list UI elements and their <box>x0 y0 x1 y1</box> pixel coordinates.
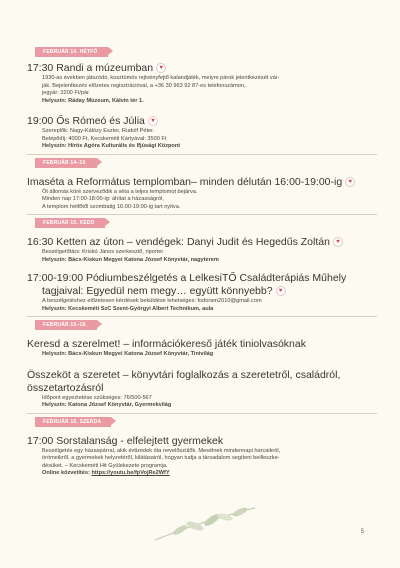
event-title: tagjaival: Egyedül nem megy… együtt könnyebb? <box>42 285 273 297</box>
event-location: Helyszín: Hírös Agóra Kulturális és Ifjúsági Központ <box>42 143 181 149</box>
event-line: ják. Bejelentkezés előzetes regisztrációval, a +36 30 963 92 87-es telefonszámon, <box>42 82 246 89</box>
date-section <box>27 211 377 229</box>
event-podium <box>27 272 377 313</box>
event-line: A beszélgetéshez előzetesen kérdések beküldése lehetséges: fodoram2010@gmail.com <box>42 298 262 304</box>
event-location: Helyszín: Bács-Kiskun Megyei Katona József Könyvtár, Tinivilág <box>42 351 214 357</box>
event-title: 17:00-19:00 Pódiumbeszélgetés a LelkesiTŐ Családterápiás Műhely <box>27 272 347 284</box>
online-link[interactable]: https://youtu.be/fpVojRe2WfY <box>91 470 170 476</box>
event-randi <box>27 62 377 105</box>
online-label: Online közvetítés: <box>42 470 90 476</box>
event-line: örömeikről, a gyermekek helyzetéről, kilátásairól, hogyan tudja a társadalom segíteni beilleszke- <box>42 455 280 461</box>
date-badge: FEBRUÁR 15. KEDD <box>35 218 105 228</box>
event-title: Imaséta a Református templomban– minden délután 16:00-19:00-ig <box>27 175 343 188</box>
date-section <box>27 151 377 169</box>
event-location: Helyszín: Ráday Múzeum, Kálvin tér 1. <box>42 97 144 104</box>
heart-icon: ♥ <box>148 116 158 126</box>
event-title: Keresd a szerelmet! – információkereső játék tiniolvasóknak <box>27 338 306 350</box>
heart-icon: ♥ <box>276 286 286 296</box>
event-title: 17:00 Sorstalanság - elfelejtett gyermekek <box>27 434 224 447</box>
event-imaseta <box>27 176 377 212</box>
event-title: 16:30 Ketten az úton – vendégek: Danyi Judit és Hegedűs Zoltán <box>27 236 330 248</box>
date-badge: FEBRUÁR 15–18. <box>35 320 97 330</box>
event-location: Helyszín: Kecskeméti SzC Szent-Györgyi Albert Technikum, aula <box>42 305 214 312</box>
date-section <box>27 410 377 428</box>
date-badge: FEBRUÁR 14. HÉTFŐ <box>35 47 108 57</box>
page-number: 5 <box>360 529 364 535</box>
heart-icon: ♥ <box>333 237 343 247</box>
event-line: Belépődíj: 4000 Ft, Kecskeméti Kártyával: 3500 Ft <box>42 135 167 142</box>
event-line: Öt állomás köré szerveződik a séta a teljes templomot bejárva. <box>42 188 198 195</box>
event-romeo <box>27 115 377 151</box>
date-badge: FEBRUÁR 16. SZERDA <box>35 417 111 427</box>
date-section <box>27 40 377 58</box>
event-location: Helyszín: Bács-Kiskun Megyei Katona József Könyvtár, nagyterem <box>42 256 219 263</box>
heart-icon: ♥ <box>156 63 166 73</box>
event-sorstalansag <box>27 435 377 478</box>
event-line: jegyár: 3200 Ft/pár. <box>42 90 91 96</box>
date-badge: FEBRUÁR 14–19. <box>35 158 97 168</box>
event-keresd <box>27 338 377 359</box>
event-title: 19:00 Ős Rómeó és Júlia <box>27 115 145 127</box>
heart-icon: ♥ <box>345 177 355 187</box>
event-line: Beszélgetőtárs: Kriskó János szerkesztő, riporter <box>42 249 164 255</box>
event-title: Összeköt a szeretet – könyvtári foglalkozás a szeretetről, családról, <box>27 368 341 381</box>
event-line: Beszélgetés egy házaspárral, akik évtizedek óta nevelőszülők. Mesélnek mindennapi harcaikról, <box>42 447 281 454</box>
event-line: A templom hétfőtől szombatig 16:00-19:00-ig tart nyitva. <box>42 203 181 210</box>
event-title-cont: összetartozásról <box>27 381 104 394</box>
event-line: désüket. – Kecskeméti Hit Gyülekezete programja. <box>42 462 168 469</box>
event-line: 1930-as években játszódó, kosztümös rejtvényfejtő kalandjáték, melyre párok jelentkezését vár- <box>42 75 280 81</box>
program-list <box>27 40 377 478</box>
event-location: Helyszín: Katona József Könyvtár, Gyermekvilág <box>42 402 172 408</box>
event-ketten <box>27 236 377 264</box>
event-osszekot <box>27 369 377 410</box>
event-line: Időpont egyeztetése szükséges: 76/500-567 <box>42 394 152 401</box>
event-line: Minden nap 17:00-18:00-ig: áhítat a házasságról, <box>42 196 164 202</box>
date-section <box>27 313 377 331</box>
event-line: Szereplők: Nagy-Kálózy Eszter, Rudolf Péter. <box>42 128 155 134</box>
event-title: 17:30 Randi a múzeumban <box>27 62 154 74</box>
leaf-decoration-icon <box>150 500 260 545</box>
